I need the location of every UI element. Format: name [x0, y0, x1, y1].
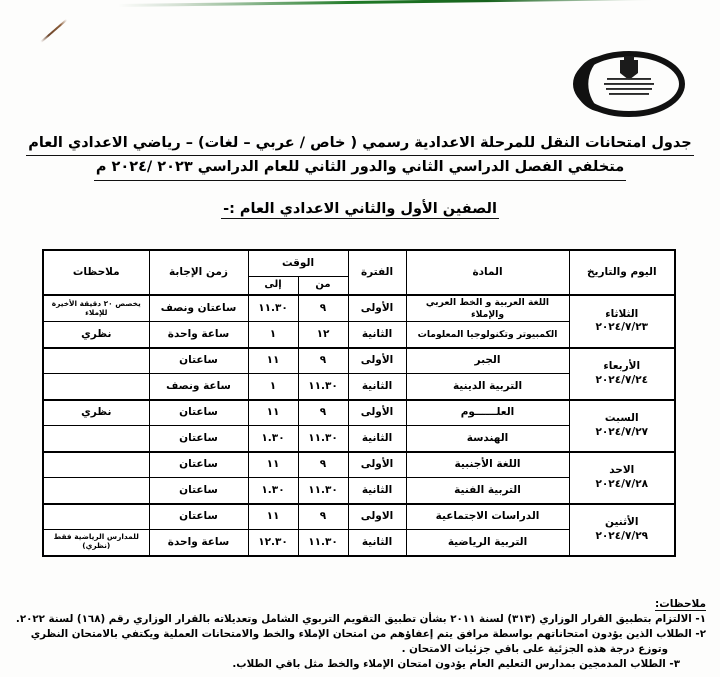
cell-note [43, 348, 149, 374]
cell-duration: ساعتان [149, 426, 248, 452]
cell-duration: ساعتان [149, 452, 248, 478]
cell-subject: اللغة الأجنبية [406, 452, 569, 478]
footer-note-2-continued: وتوزع درجة هذه الجزئية على باقي جزئيات الامتحان . [401, 642, 668, 655]
header-time-from: من [298, 277, 348, 296]
cell-time-from: ١١.٣٠ [298, 374, 348, 400]
table-row [43, 295, 675, 322]
cell-time-from: ٩ [298, 295, 348, 322]
cell-time-to: ١.٣٠ [248, 478, 298, 504]
footer-notes-heading-wrap [14, 592, 706, 612]
page-subtitle: الصفين الأول والثاني الاعدادي العام :- [223, 201, 497, 217]
exam-schedule-table [42, 249, 676, 557]
cell-time-to: ١.٣٠ [248, 426, 298, 452]
green-scan-streak [118, 0, 678, 7]
cell-time-to: ١٢.٣٠ [248, 530, 298, 556]
table-header-row-main [43, 250, 675, 277]
cell-period: الثانية [348, 374, 406, 400]
ministry-logo-icon [573, 44, 685, 118]
cell-duration: ساعة ونصف [149, 374, 248, 400]
cell-duration: ساعتان [149, 348, 248, 374]
header-subject: المادة [406, 250, 569, 295]
cell-time-to: ١ [248, 374, 298, 400]
cell-period: الأولى [348, 348, 406, 374]
table-row [43, 452, 675, 478]
footer-note-2: ٢- الطلاب الذين يؤدون امتحاناتهم بواسطة مرافق يتم إعفاؤهم من امتحان الإملاء والخط والامتحانات العملية ويكتفي بالامتحان النظري [30, 627, 706, 640]
cell-date: ٢٠٢٤/٧/٢٧ [595, 425, 649, 438]
table-row [43, 400, 675, 426]
table-header [43, 250, 675, 295]
cell-note: يخصص ٢٠ دقيقة الأخيرة للإملاء [43, 295, 149, 322]
cell-time-from: ٩ [298, 504, 348, 530]
cell-duration: ساعتان ونصف [149, 295, 248, 322]
cell-time-to: ١١ [248, 348, 298, 374]
cell-day: الأثنين [605, 516, 639, 529]
cell-note [43, 452, 149, 478]
cell-note [43, 504, 149, 530]
cell-subject: التربية الفنية [406, 478, 569, 504]
cell-date: ٢٠٢٤/٧/٢٣ [595, 321, 649, 334]
brown-pen-mark [40, 19, 67, 43]
cell-subject: الهندسة [406, 426, 569, 452]
table-body [43, 295, 675, 556]
cell-date: ٢٠٢٤/٧/٢٩ [595, 529, 649, 542]
exam-schedule-table-wrap [44, 249, 676, 557]
header-duration: زمن الإجابة [149, 250, 248, 295]
cell-subject: الكمبيوتر وتكنولوجيا المعلومات [406, 322, 569, 348]
cell-day: الأربعاء [603, 360, 641, 373]
cell-period: الثانية [348, 322, 406, 348]
header-period: الفترة [348, 250, 406, 295]
table-row [43, 348, 675, 374]
cell-duration: ساعة واحدة [149, 530, 248, 556]
table-row [43, 504, 675, 530]
cell-time-to: ١ [248, 322, 298, 348]
cell-date: ٢٠٢٤/٧/٢٨ [595, 477, 649, 490]
header-day-date: اليوم والتاريخ [569, 250, 675, 295]
cell-time-to: ١١ [248, 504, 298, 530]
cell-subject: الجبر [406, 348, 569, 374]
header-time: الوقت [248, 250, 348, 277]
cell-duration: ساعتان [149, 504, 248, 530]
cell-time-to: ١١ [248, 400, 298, 426]
cell-time-from: ١١.٣٠ [298, 478, 348, 504]
cell-subject: التربية الرياضية [406, 530, 569, 556]
cell-note: للمدارس الرياضية فقط (نظري) [43, 530, 149, 556]
footer-note-3: ٣- الطلاب المدمجين بمدارس التعليم العام يؤدون امتحان الإملاء والخط مثل باقي الطلاب. [232, 657, 680, 670]
cell-time-from: ٩ [298, 452, 348, 478]
cell-duration: ساعة واحدة [149, 322, 248, 348]
header-notes: ملاحظات [43, 250, 149, 295]
cell-time-from: ١١.٣٠ [298, 426, 348, 452]
document-titles [0, 132, 720, 181]
cell-time-from: ٩ [298, 400, 348, 426]
footer-notes-heading: ملاحظات: [655, 598, 706, 610]
cell-subject: التربية الدينية [406, 374, 569, 400]
cell-period: الثانية [348, 426, 406, 452]
cell-day-date [569, 348, 675, 400]
cell-subject: الدراسات الاجتماعية [406, 504, 569, 530]
cell-day-date [569, 452, 675, 504]
cell-day-date [569, 400, 675, 452]
footer-note-1: ١- الالتزام بتطبيق القرار الوزاري (٣١٣) لسنة ٢٠١١ بشأن تطبيق التقويم التربوي الشامل وتعديلاته بالقرار الوزاري رقم (١٦٨) لسنة ٢٠٢٢. [15, 613, 706, 625]
cell-period: الأولى [348, 452, 406, 478]
cell-time-from: ٩ [298, 348, 348, 374]
cell-time-from: ١٢ [298, 322, 348, 348]
cell-period: الثانية [348, 478, 406, 504]
cell-period: الاولى [348, 504, 406, 530]
cell-day: الثلاثاء [605, 308, 639, 321]
cell-duration: ساعتان [149, 400, 248, 426]
cell-note: نظري [43, 400, 149, 426]
cell-day-date [569, 295, 675, 348]
cell-day-date [569, 504, 675, 556]
cell-period: الأولى [348, 400, 406, 426]
cell-note [43, 374, 149, 400]
cell-note [43, 478, 149, 504]
cell-time-to: ١١ [248, 452, 298, 478]
header-time-to: إلى [248, 277, 298, 296]
cell-note [43, 426, 149, 452]
document-subtitle-wrap [0, 198, 720, 219]
cell-duration: ساعتان [149, 478, 248, 504]
cell-period: الأولى [348, 295, 406, 322]
cell-date: ٢٠٢٤/٧/٢٤ [595, 373, 649, 386]
cell-day: السبت [604, 412, 639, 425]
page-title-line-1: جدول امتحانات النقل للمرحلة الاعدادية رسمي ( خاص / عربي – لغات) – رياضي الاعدادي العام [26, 132, 694, 156]
cell-day: الاحد [609, 464, 635, 477]
cell-note: نظري [43, 322, 149, 348]
cell-subject: العلــــــوم [406, 400, 569, 426]
cell-period: الثانية [348, 530, 406, 556]
cell-time-from: ١١.٣٠ [298, 530, 348, 556]
footer-notes [14, 592, 706, 672]
page-title-line-2: متخلفي الفصل الدراسي الثاني والدور الثاني للعام الدراسي ٢٠٢٣ /٢٠٢٤ م [94, 156, 626, 180]
cell-time-to: ١١.٣٠ [248, 295, 298, 322]
cell-subject: اللغة العربية و الخط العربي والإملاء [406, 295, 569, 322]
